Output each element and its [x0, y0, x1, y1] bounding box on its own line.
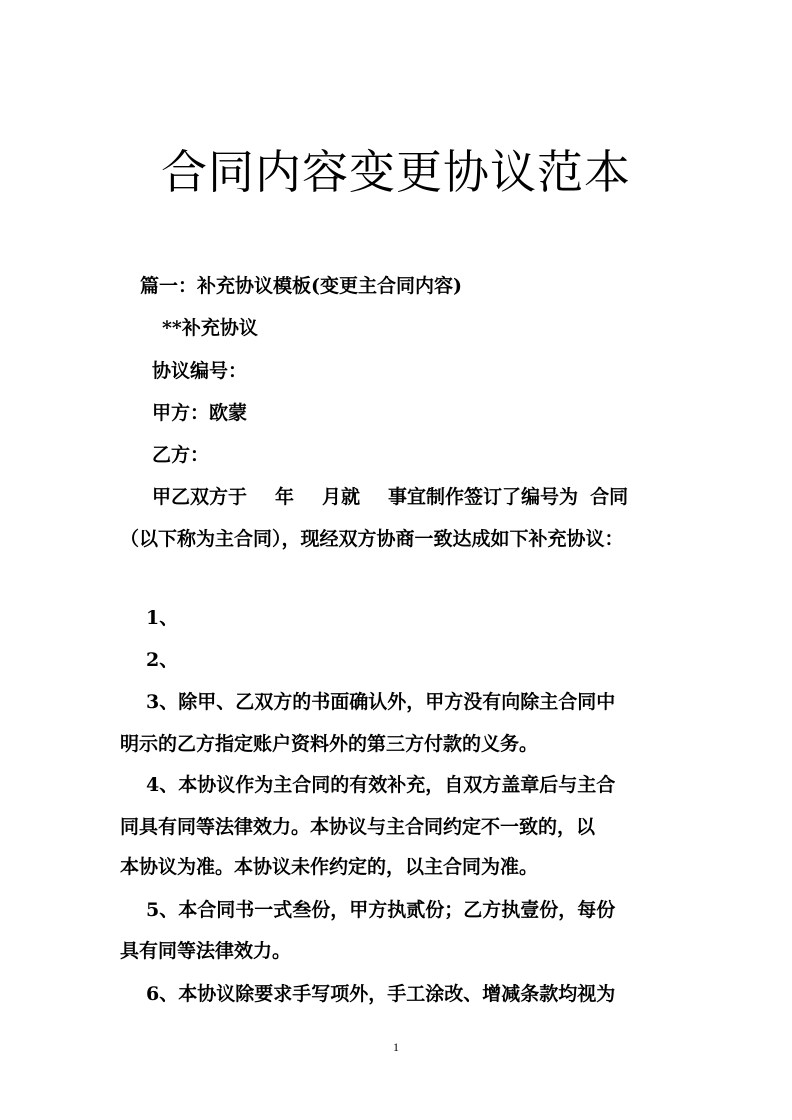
- clause-5-line-1: 5、本合同书一式叁份，甲方执贰份；乙方执壹份，每份: [146, 899, 616, 921]
- intro-segment: 甲乙双方于: [152, 486, 248, 508]
- agreement-subtitle: **补充协议: [162, 317, 258, 339]
- party-b-line: 乙方：: [152, 444, 210, 466]
- clause-4-line-3: 本协议为准。本协议未作约定的，以主合同为准。: [120, 856, 539, 878]
- clause-3-line-2: 明示的乙方指定账户资料外的第三方付款的义务。: [120, 733, 539, 755]
- clause-1: 1、: [146, 607, 179, 629]
- party-a-line: 甲方：欧蒙: [152, 402, 248, 424]
- clause-3-line-1: 3、除甲、乙双方的书面确认外，甲方没有向除主合同中: [146, 691, 616, 713]
- document-title: 合同内容变更协议范本: [161, 145, 631, 199]
- clause-6-line-1: 6、本协议除要求手写项外，手工涂改、增减条款均视为: [146, 983, 616, 1005]
- clause-4-line-2: 同具有同等法律效力。本协议与主合同约定不一致的，以: [120, 816, 596, 838]
- clause-2: 2、: [146, 649, 179, 671]
- section-heading: 篇一：补充协议模板(变更主合同内容): [140, 275, 462, 297]
- clause-4-line-1: 4、本协议作为主合同的有效补充，自双方盖章后与主合: [146, 774, 616, 796]
- intro-segment: 年: [275, 486, 295, 508]
- intro-segment: 事宜制作签订了编号为: [388, 486, 579, 508]
- intro-line-2: （以下称为主合同），现经双方协商一致达成如下补充协议：: [120, 528, 624, 550]
- agreement-number-label: 协议编号：: [152, 360, 248, 382]
- intro-segment: 月就: [322, 486, 361, 508]
- clause-5-line-2: 具有同等法律效力。: [120, 940, 292, 962]
- page-number: 1: [393, 1040, 399, 1054]
- intro-segment: 合同: [590, 486, 629, 508]
- intro-line-1: [152, 483, 628, 511]
